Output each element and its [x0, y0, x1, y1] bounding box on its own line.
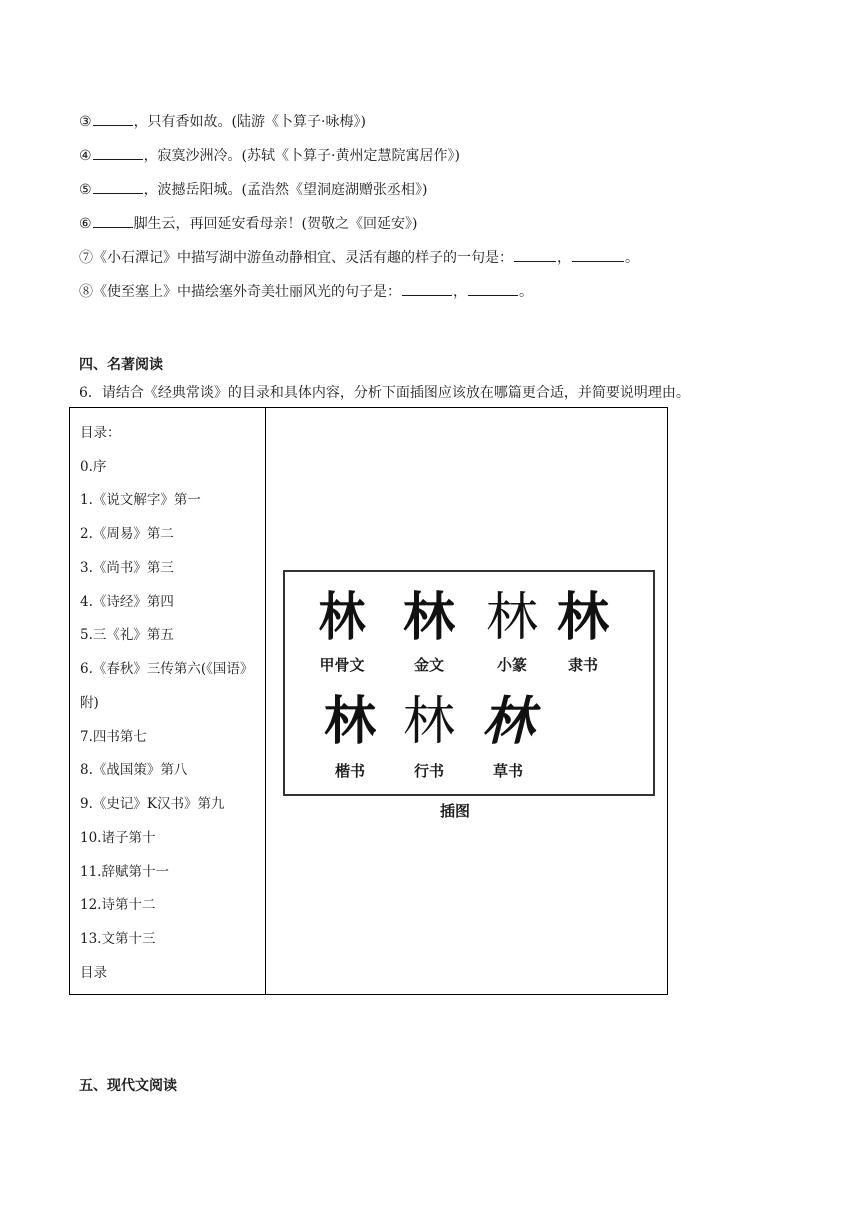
poem-line-6 — [79, 213, 418, 234]
poem-line-4 — [79, 145, 460, 166]
glyph-clerical: 林 — [556, 588, 609, 648]
poem-line-8 — [79, 281, 533, 302]
toc-item: 12.诗第十二 — [80, 897, 156, 913]
label-running: 行书 — [413, 762, 444, 780]
poem-text: ，只有香如故。(陆游《卜算子·咏梅》) — [133, 114, 366, 130]
poem-text: 脚生云，再回延安看母亲！(贺敬之《回延安》) — [133, 216, 418, 232]
item-marker: ③ — [79, 114, 92, 130]
toc-item: 9.《史记》K汉书》第九 — [80, 796, 225, 812]
item-marker: ⑧ — [79, 284, 93, 300]
label-clerical: 隶书 — [567, 656, 598, 674]
poem-line-3 — [79, 111, 366, 132]
item-marker: ⑦ — [79, 250, 93, 266]
answer-blank[interactable] — [93, 145, 143, 160]
toc-item: 1.《说文解字》第一 — [80, 492, 201, 508]
toc-item: 5.三《礼》第五 — [80, 627, 174, 643]
poem-text: ，寂寞沙洲冷。(苏轼《卜算子·黄州定慧院寓居作》) — [143, 148, 460, 164]
toc-item: 13.文第十三 — [80, 931, 156, 947]
poem-text-end: 。 — [625, 250, 639, 266]
answer-blank[interactable] — [572, 247, 624, 262]
label-bronze: 金文 — [413, 656, 444, 674]
label-oracle-bone: 甲骨文 — [319, 656, 365, 674]
toc-item: 11.辞赋第十一 — [80, 864, 169, 880]
poem-text: 《小石潭记》中描写湖中游鱼动静相宜、灵活有趣的样子的一句是： — [93, 250, 513, 266]
item-marker: ④ — [79, 148, 92, 164]
poem-line-5 — [79, 179, 428, 200]
answer-blank[interactable] — [468, 281, 518, 296]
label-cursive: 草书 — [492, 762, 523, 780]
glyph-regular: 林 — [323, 692, 376, 752]
toc-item: 8.《战国策》第八 — [80, 762, 188, 778]
glyph-bronze: 林 — [402, 588, 455, 648]
poem-separator: ， — [557, 250, 571, 266]
illustration-caption: 插图 — [440, 802, 471, 820]
toc-item: 3.《尚书》第三 — [80, 560, 174, 576]
answer-blank[interactable] — [402, 281, 452, 296]
toc-item: 附) — [80, 695, 99, 711]
toc-item: 目录： — [80, 425, 121, 441]
toc-item: 10.诸子第十 — [80, 830, 156, 846]
section-heading-classics: 四、名著阅读 — [79, 357, 163, 373]
glyph-cursive: 林 — [481, 692, 534, 752]
item-marker: ⑥ — [79, 216, 92, 232]
poem-line-7 — [79, 247, 639, 268]
glyph-running: 林 — [402, 692, 455, 752]
item-marker: ⑤ — [79, 182, 92, 198]
poem-text: ，波撼岳阳城。(孟浩然《望洞庭湖赠张丞相》) — [143, 182, 428, 198]
question-6-prompt: 6．请结合《经典常谈》的目录和具体内容，分析下面插图应该放在哪篇更合适，并简要说明理由。 — [79, 385, 690, 401]
toc-item: 6.《春秋》三传第六(《国语》 — [80, 661, 254, 677]
answer-blank[interactable] — [93, 179, 143, 194]
answer-blank[interactable] — [93, 111, 133, 126]
answer-blank[interactable] — [514, 247, 556, 262]
toc-item: 2.《周易》第二 — [80, 526, 174, 542]
toc-item: 7.四书第七 — [80, 729, 147, 745]
poem-separator: ， — [453, 284, 467, 300]
answer-blank[interactable] — [93, 213, 133, 228]
section-heading-modern-reading: 五、现代文阅读 — [79, 1078, 177, 1094]
label-small-seal: 小篆 — [496, 656, 527, 674]
toc-illustration-table — [69, 407, 668, 995]
label-regular: 楷书 — [334, 762, 365, 780]
toc-item: 目录 — [80, 965, 107, 981]
glyph-small-seal: 林 — [485, 588, 538, 648]
poem-text: 《使至塞上》中描绘塞外奇美壮丽风光的句子是： — [93, 284, 401, 300]
poem-text-end: 。 — [519, 284, 533, 300]
glyph-oracle-bone: 林 — [318, 588, 366, 648]
script-evolution-illustration — [283, 570, 655, 796]
toc-item: 0.序 — [80, 459, 107, 475]
toc-column — [70, 408, 266, 994]
toc-item: 4.《诗经》第四 — [80, 594, 174, 610]
